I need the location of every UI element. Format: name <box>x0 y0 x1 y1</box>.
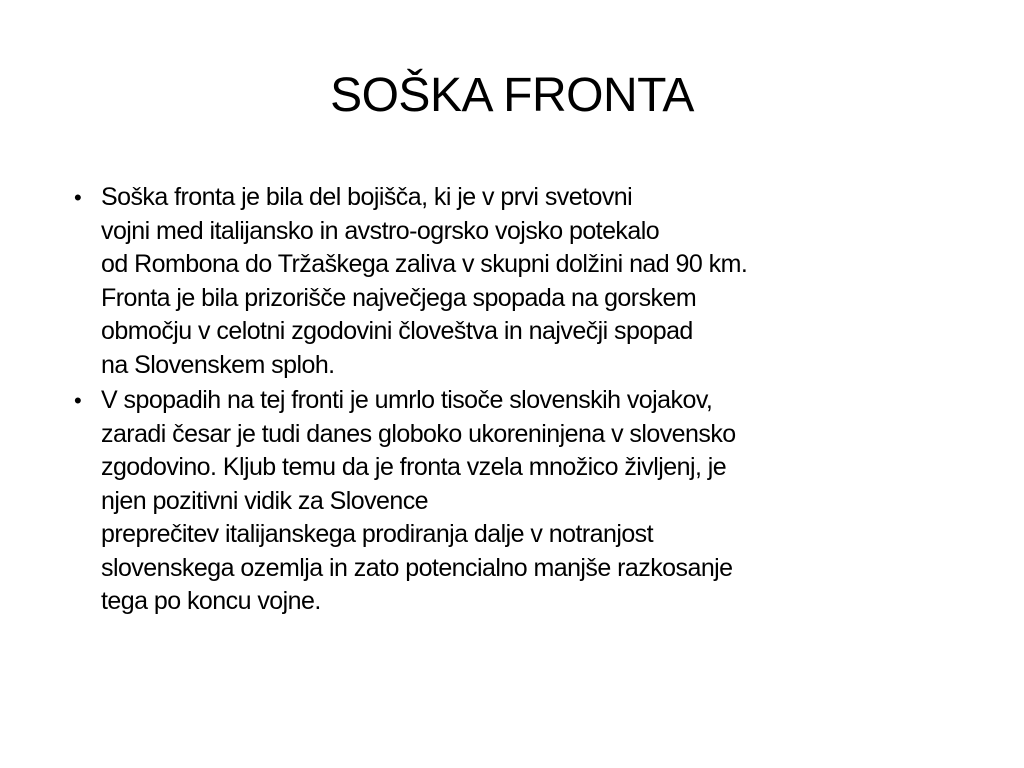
bullet-line: Fronta je bila prizorišče največjega spopada na gorskem <box>101 283 697 312</box>
bullet-line: na Slovenskem sploh. <box>101 350 335 379</box>
bullet-line: preprečitev italijanskega prodiranja dalje v notranjost <box>101 520 654 548</box>
bullet-line: slovenskega ozemlja in zato potencialno manjše razkosanje <box>101 553 733 582</box>
bullet-line: V spopadih na tej fronti je umrlo tisoče slovenskih vojakov, <box>101 386 713 414</box>
bullet-dot-icon: • <box>74 388 82 413</box>
bullet-line: zaradi česar je tudi danes globoko ukoreninjena v slovensko <box>101 419 736 448</box>
bullet-list <box>74 181 974 621</box>
bullet-line: njen pozitivni vidik za Slovence <box>101 486 429 515</box>
bullet-line: območju v celotni zgodovini človeštva in največji spopad <box>101 317 693 345</box>
bullet-item <box>74 181 974 382</box>
bullet-line: od Rombona do Tržaškega zaliva v skupni dolžini nad 90 km. <box>101 250 748 278</box>
bullet-line: Soška fronta je bila del bojišča, ki je v prvi svetovni <box>101 183 633 211</box>
bullet-item <box>74 384 974 619</box>
bullet-line: zgodovino. Kljub temu da je fronta vzela množico življenj, je <box>101 453 727 481</box>
bullet-line: tega po koncu vojne. <box>101 587 321 615</box>
bullet-dot-icon: • <box>74 185 82 210</box>
slide-title: SOŠKA FRONTA <box>330 69 694 122</box>
bullet-line: vojni med italijansko in avstro-ogrsko vojsko potekalo <box>101 216 660 245</box>
